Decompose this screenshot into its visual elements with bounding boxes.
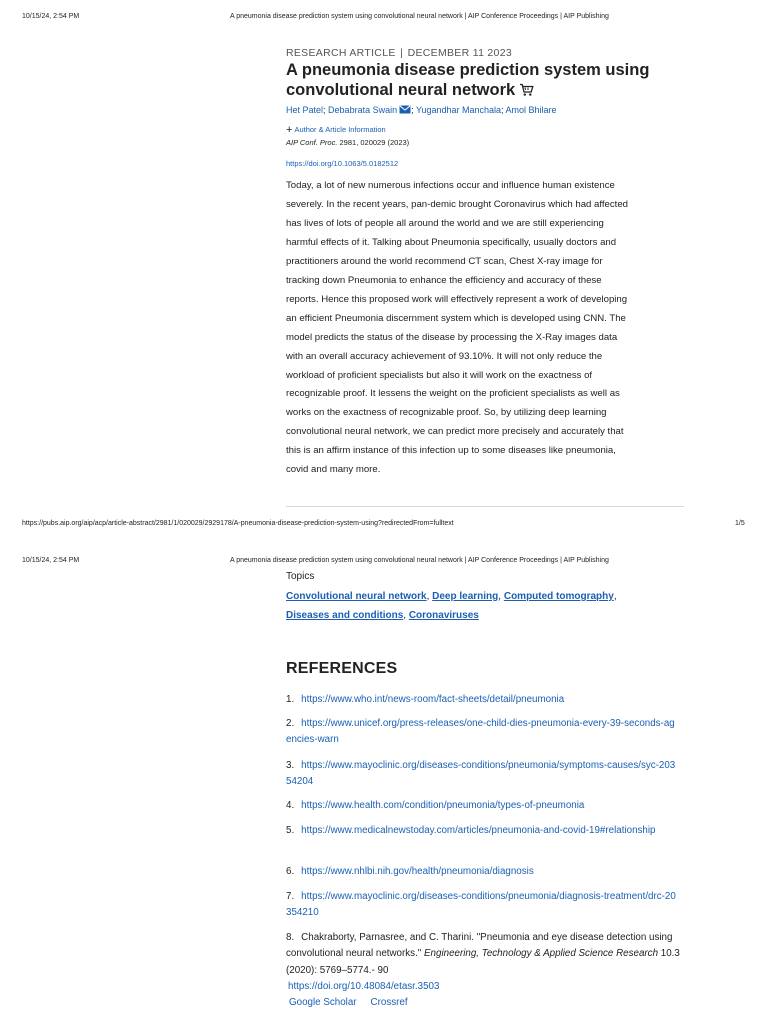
topic-link[interactable]: Diseases and conditions — [286, 610, 404, 621]
reference-item — [286, 692, 680, 708]
reference-number: 6. — [286, 866, 295, 877]
article-type: RESEARCH ARTICLE — [286, 47, 396, 59]
references-heading: REFERENCES — [286, 660, 398, 677]
reference-item — [286, 758, 680, 791]
reference-link[interactable]: https://www.unicef.org/press-releases/one-child-dies-pneumonia-every-39-seconds-agencies-warn — [286, 718, 675, 746]
reference-number: 4. — [286, 800, 295, 811]
reference-text: 10.3 (2020): 5769–5774.- 90 — [286, 948, 680, 976]
print-header-title: A pneumonia disease prediction system using convolutional neural network | AIP Conference Proceedings | AIP Publishing — [230, 13, 609, 20]
print-footer-url: https://pubs.aip.org/aip/acp/article-abstract/2981/1/020029/2929178/A-pneumonia-disease-prediction-system-using?redirectedFrom=fulltext — [22, 520, 454, 527]
reference-text: Chakraborty, Parnasree, and C. Tharini. "Pneumonia and eye disease detection using convolutional neural networks." — [286, 932, 673, 960]
reference-link[interactable]: https://www.health.com/condition/pneumonia/types-of-pneumonia — [301, 800, 585, 811]
reference-sources — [286, 995, 680, 1011]
mail-icon[interactable] — [399, 105, 411, 116]
reference-item — [286, 798, 680, 814]
reference-item — [286, 823, 680, 839]
abstract-line: has lives of lots of people all around the world and we are still experiencing — [286, 217, 604, 229]
abstract-line: Today, a lot of new numerous infections occur and influence human existence — [286, 180, 615, 191]
abstract-line: works on the exactness of recognizable proof. So, by utilizing deep learning — [286, 407, 607, 419]
abstract-line: convolutional neural network, we can predict more precisely and accurately that — [286, 426, 624, 438]
abstract-line: recognizable proof. It lessens the weight on the proficient specialists as well as — [286, 388, 620, 400]
reference-link[interactable]: https://www.mayoclinic.org/diseases-conditions/pneumonia/diagnosis-treatment/drc-20354210 — [286, 891, 676, 919]
reference-item — [286, 889, 680, 922]
article-title-text: A pneumonia disease prediction system using convolutional neural network — [286, 61, 650, 99]
journal-name: AIP Conf. Proc. — [286, 138, 338, 147]
abstract-text — [286, 177, 688, 480]
abstract-line: severely. In the recent years, pan-demic brought Coronavirus which had affected — [286, 198, 629, 210]
cart-icon[interactable] — [519, 82, 534, 102]
print-header-date: 10/15/24, 2:54 PM — [22, 557, 80, 564]
print-footer-page: 1/5 — [735, 520, 745, 527]
reference-link[interactable]: https://www.mayoclinic.org/diseases-conditions/pneumonia/symptoms-causes/syc-20354204 — [286, 760, 676, 788]
reference-number: 2. — [286, 718, 295, 729]
kicker-separator: | — [400, 47, 404, 59]
topic-link[interactable]: Deep learning — [432, 591, 499, 602]
plus-icon: + — [286, 124, 293, 136]
abstract-line: practitioners around the world recommend CT scan, Chest X-ray image for — [286, 255, 603, 267]
google-scholar-link[interactable]: Google Scholar — [289, 997, 357, 1009]
author-link[interactable]: Het Patel — [286, 105, 324, 115]
reference-item — [286, 716, 680, 749]
references-heading-block — [286, 660, 686, 678]
reference-number: 1. — [286, 694, 295, 705]
reference-link[interactable]: https://www.medicalnewstoday.com/articles/pneumonia-and-covid-19#relationship — [301, 825, 656, 836]
author-list: Het Patel; Debabrata Swain ; Yugandhar Manchala; Amol Bhilare — [286, 105, 557, 115]
doi-link[interactable]: https://doi.org/10.1063/5.0182512 — [286, 159, 399, 168]
topic-link[interactable]: Computed tomography — [503, 591, 614, 602]
article-date: DECEMBER 11 2023 — [407, 47, 512, 59]
author-info-label: Author & Article Information — [294, 125, 386, 134]
reference-item — [286, 864, 680, 880]
reference-link[interactable]: https://www.nhlbi.nih.gov/health/pneumonia/diagnosis — [301, 866, 534, 877]
section-divider — [286, 506, 684, 507]
author-link[interactable]: Amol Bhilare — [505, 105, 557, 115]
reference-link[interactable]: https://www.who.int/news-room/fact-sheets/detail/pneumonia — [301, 694, 565, 705]
article-title — [286, 60, 686, 102]
abstract-line: an efficient Pneumonia discernment system which is developed using CNN. The — [286, 312, 626, 324]
author-info-toggle[interactable] — [286, 124, 686, 136]
abstract-line: this is an affirm instance of this infection up to some diseases like pneumonia, — [286, 445, 616, 457]
reference-number: 8. — [286, 932, 295, 943]
print-header-title: A pneumonia disease prediction system using convolutional neural network | AIP Conference Proceedings | AIP Publishing — [230, 557, 609, 564]
topics-heading: Topics — [286, 571, 315, 582]
print-header-date: 10/15/24, 2:54 PM — [22, 13, 80, 20]
abstract-line: with an overall accuracy achievement of 93.10%. It will not only reduce the — [286, 350, 603, 362]
abstract-line: workload of proficient specialists but also it will work on the exactness of — [286, 369, 593, 381]
reference-number: 5. — [286, 825, 295, 836]
reference-number: 3. — [286, 760, 295, 771]
abstract-line: tracking down Pneumonia to enhance the efficiency and accuracy of these — [286, 274, 602, 286]
topic-link[interactable]: Convolutional neural network — [286, 591, 427, 602]
reference-journal: Engineering, Technology & Applied Science Research — [424, 948, 659, 960]
article-title-block — [286, 60, 686, 102]
reference-number: 7. — [286, 891, 295, 902]
abstract-line: reports. Hence this proposed work will effectively represent a work of developing — [286, 293, 628, 305]
doi-row — [286, 153, 686, 171]
citation-details: 2981, 020029 (2023) — [339, 138, 410, 147]
abstract-line: harmful effects of it. Talking about Pneumonia specifically, usually doctors and — [286, 236, 617, 248]
topic-link[interactable]: Coronaviruses — [408, 610, 479, 621]
crossref-link[interactable]: Crossref — [370, 997, 408, 1009]
author-link[interactable]: Yugandhar Manchala — [415, 105, 502, 115]
article-kicker — [286, 43, 686, 61]
abstract-line: model predicts the status of the disease by processing the X-Ray images data — [286, 331, 618, 343]
abstract — [286, 177, 688, 480]
citation — [286, 138, 686, 147]
abstract-line: covid and many more. — [286, 464, 381, 476]
author-link[interactable]: Debabrata Swain — [328, 105, 398, 115]
reference-item — [286, 930, 680, 1011]
reference-doi-link[interactable]: https://doi.org/10.48084/etasr.3503 — [288, 980, 440, 992]
topics-list: Convolutional neural network, Deep learning, Computed tomography, Diseases and conditions, Coronaviruses — [286, 591, 617, 621]
